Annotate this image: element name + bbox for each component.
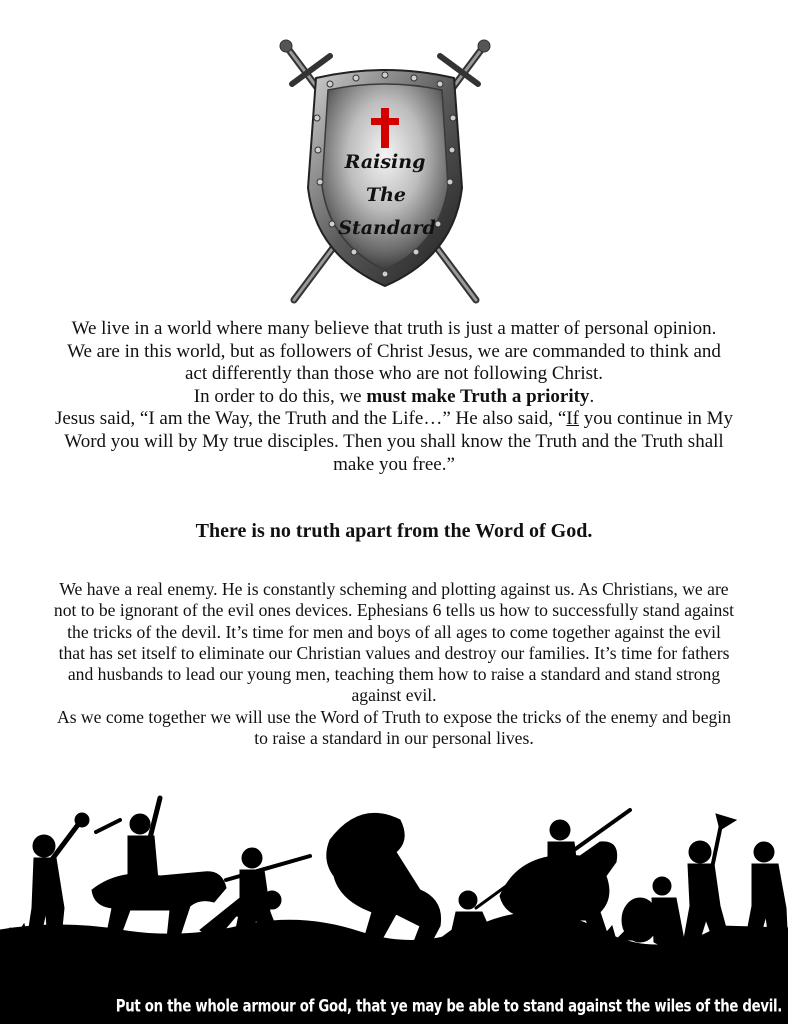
battle-silhouette-image — [0, 780, 788, 1024]
logo-title-line-2: The — [365, 184, 407, 206]
truth-priority-emphasis: must make Truth a priority — [366, 385, 590, 407]
intro-line: act differently than those who are not following Christ. — [184, 363, 604, 385]
body-line: the tricks of the devil. It’s time for men and boys of all ages to come together against the evil — [67, 621, 721, 642]
if-emphasis: If — [566, 408, 579, 430]
intro-line: We are in this world, but as followers of Christ Jesus, we are commanded to think and — [67, 340, 721, 362]
intro-line: make you free.” — [333, 453, 455, 475]
intro-line: Jesus said, “I am the Way, the Truth and the Life…” He also said, “If you continue in My — [54, 408, 734, 430]
body-line: We have a real enemy. He is constantly scheming and plotting against us. As Christians, we are — [59, 579, 729, 599]
intro-paragraph — [0, 318, 788, 476]
footer-verse: Put on the whole armour of God, that ye may be able to stand against the wiles of the devil. — [115, 997, 782, 1017]
intro-line: We live in a world where many believe that truth is just a matter of personal opinion. — [71, 318, 717, 339]
intro-line: Word you will by My true disciples. Then you shall know the Truth and the Truth shall — [64, 430, 724, 452]
body-line: to raise a standard in our personal lives. — [254, 728, 534, 749]
body-line: and husbands to lead our young men, teaching them how to raise a standard and stand strong — [67, 664, 721, 685]
logo-title-line-1: Raising — [344, 151, 426, 173]
body-line: not to be ignorant of the evil ones devices. Ephesians 6 tells us how to successfully stand against — [53, 600, 735, 621]
body-line: against evil. — [351, 685, 437, 706]
intro-line: In order to do this, we must make Truth a priority. — [193, 385, 595, 407]
logo-title-line-3: Standard — [338, 217, 436, 239]
raising-the-standard-logo — [270, 38, 500, 310]
body-paragraph — [0, 579, 788, 749]
body-line: that has set itself to eliminate our Christian values and destroy our families. It’s time for fathers — [58, 642, 730, 663]
body-line: As we come together we will use the Word of Truth to expose the tricks of the enemy and begin — [56, 706, 731, 727]
headline: There is no truth apart from the Word of God. — [195, 520, 593, 542]
